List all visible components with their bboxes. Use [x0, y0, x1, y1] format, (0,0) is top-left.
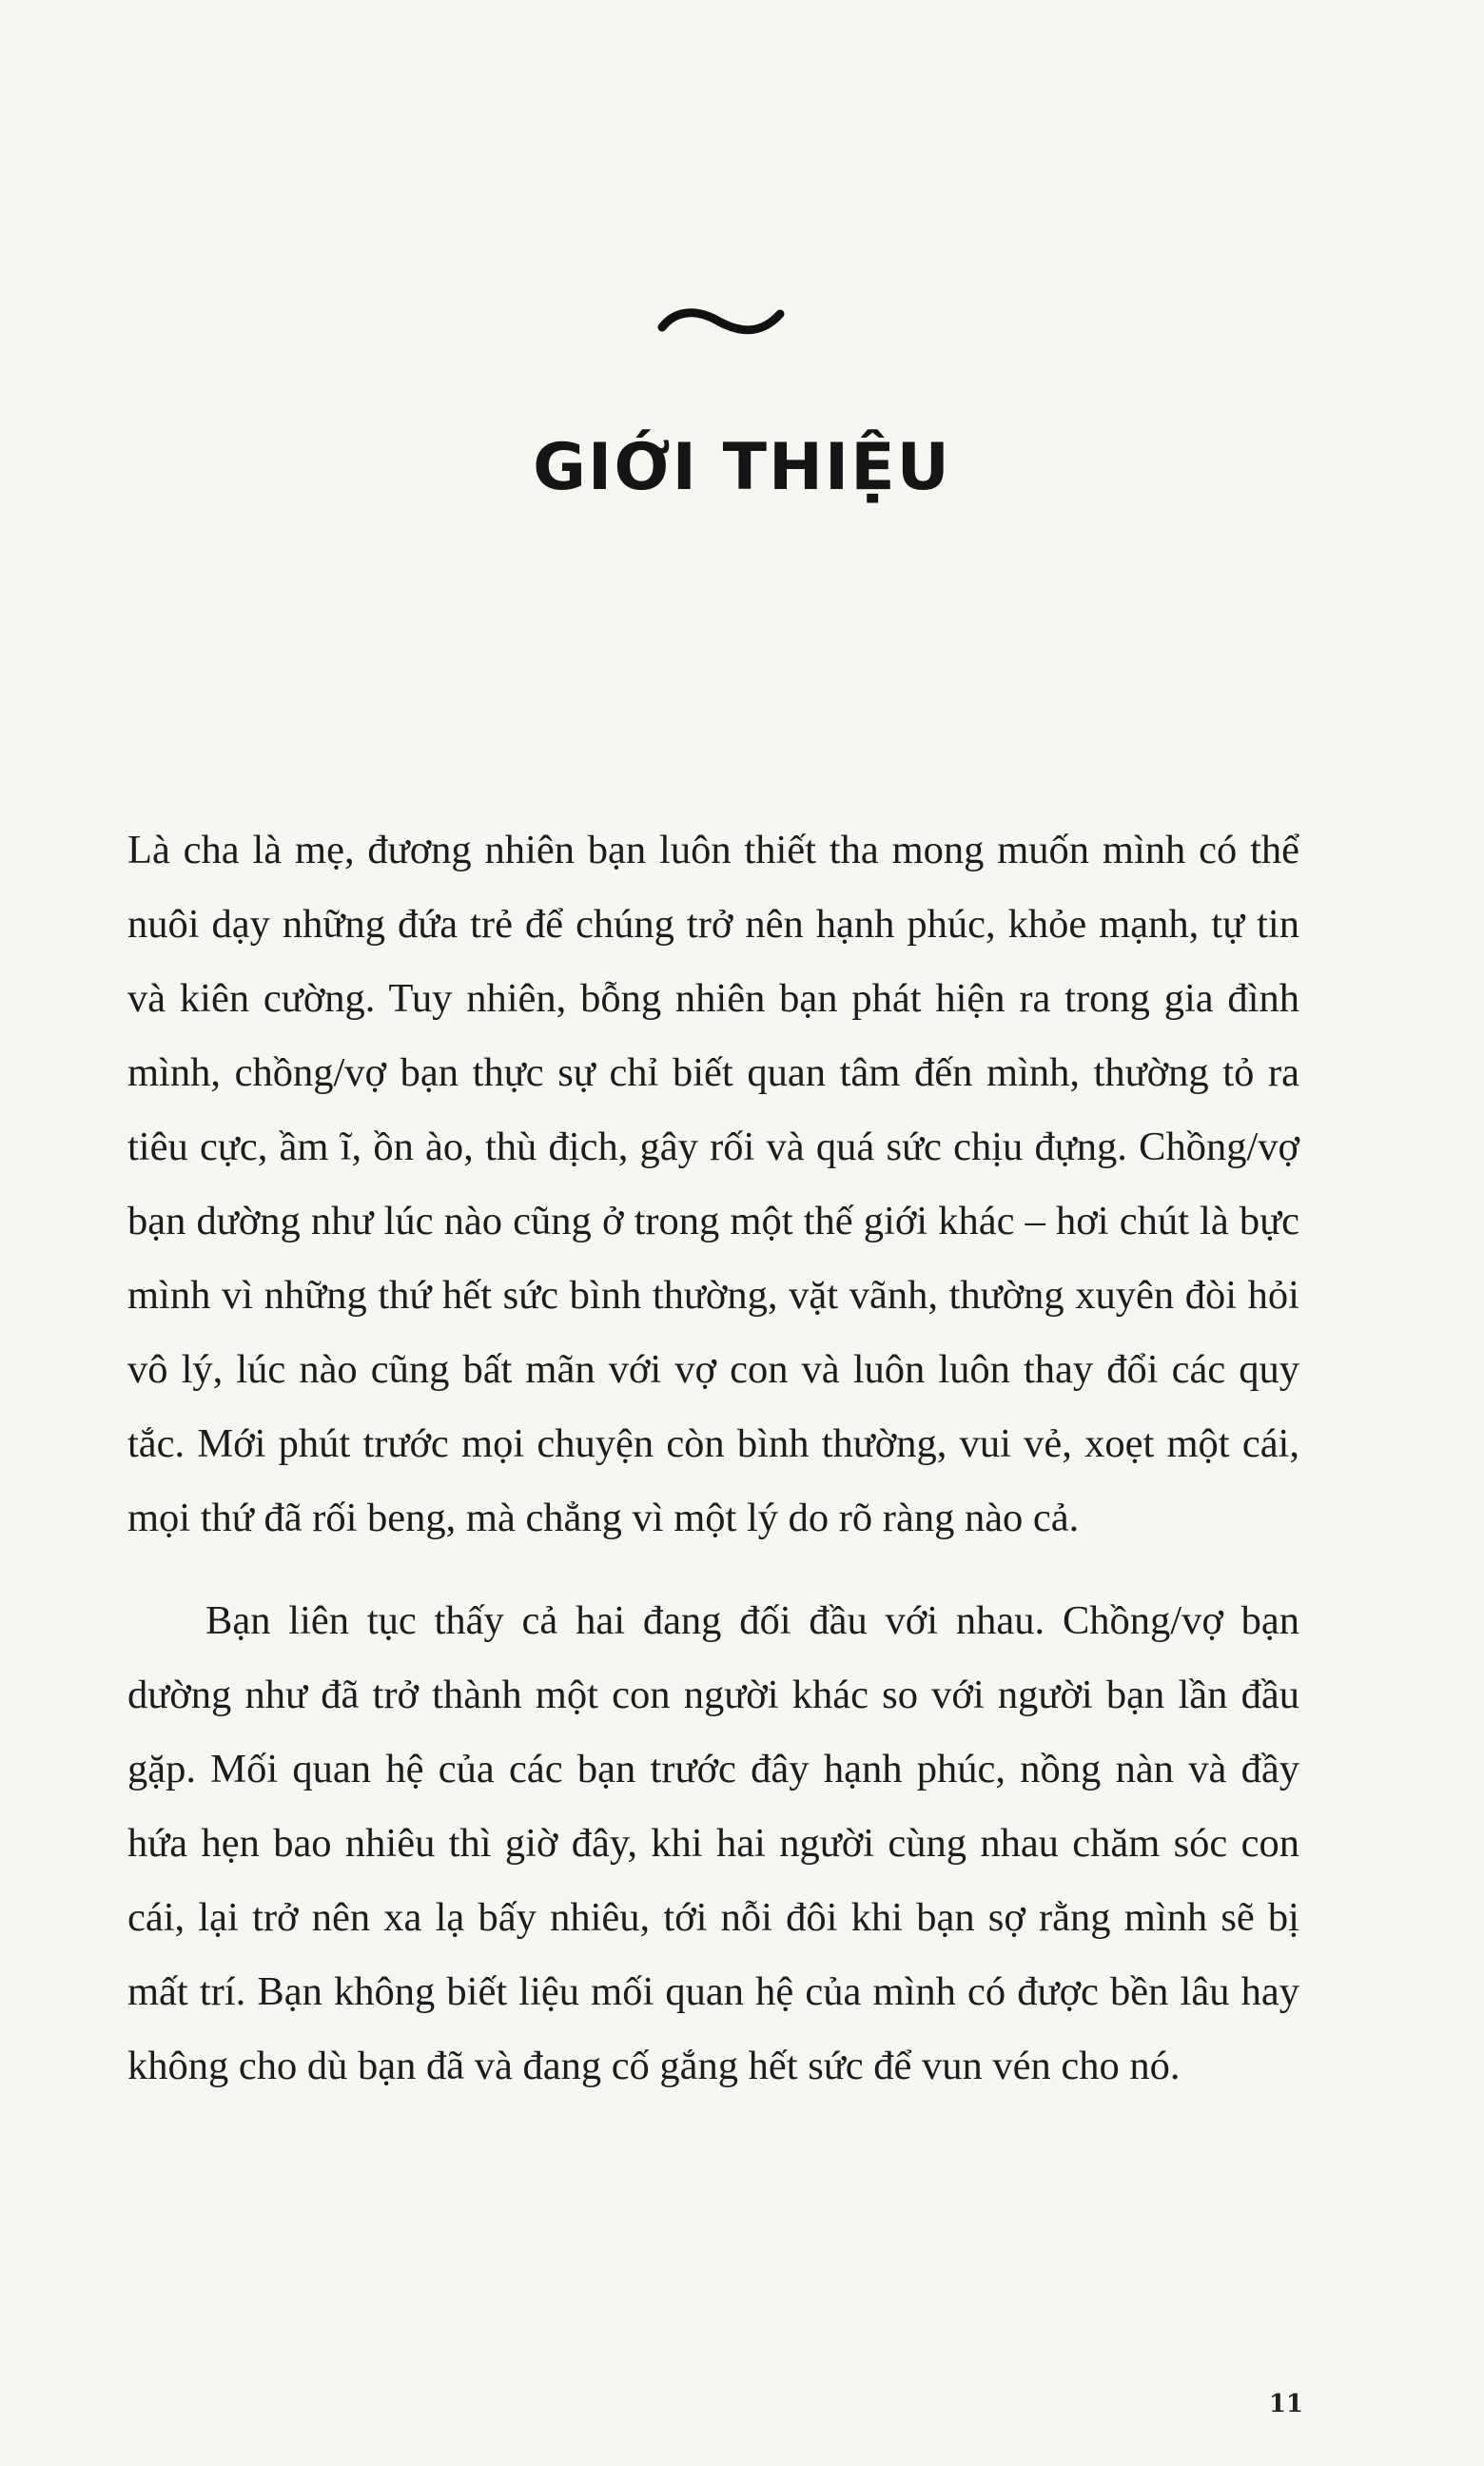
paragraph-1: Là cha là mẹ, đương nhiên bạn luôn thiết tha mong muốn mình có thể nuôi dạy những đứa trẻ để chúng trở nên hạnh phúc, khỏe mạnh, tự tin và kiên cường. Tuy nhiên, bỗng nhiên bạn phát hiện ra trong gia đình mình, chồng/vợ bạn thực sự chỉ biết quan tâm đến mình, thường tỏ ra tiêu cực, ầm ĩ, ồn ào, thù địch, gây rối và quá sức chịu đựng. Chồng/vợ bạn dường như lúc nào cũng ở trong một thế giới khác – hơi chút là bực mình vì những thứ hết sức bình thường, vặt vãnh, thường xuyên đòi hỏi vô lý, lúc nào cũng bất mãn với vợ con và luôn luôn thay đổi các quy tắc. Mới phút trước mọi chuyện còn bình thường, vui vẻ, xoẹt một cái, mọi thứ đã rối beng, mà chẳng vì một lý do rõ ràng nào cả.	[127, 828, 1299, 1540]
page-number: 11	[1268, 2390, 1303, 2418]
paragraph-2: Bạn liên tục thấy cả hai đang đối đầu với nhau. Chồng/vợ bạn dường như đã trở thành một con người khác so với người bạn lần đầu gặp. Mối quan hệ của các bạn trước đây hạnh phúc, nồng nàn và đầy hứa hẹn bao nhiêu thì giờ đây, khi hai người cùng nhau chăm sóc con cái, lại trở nên xa lạ bấy nhiêu, tới nỗi đôi khi bạn sợ rằng mình sẽ bị mất trí. Bạn không biết liệu mối quan hệ của mình có được bền lâu hay không cho dù bạn đã và đang cố gắng hết sức để vun vén cho nó.	[127, 1598, 1299, 2088]
body-text	[127, 813, 1299, 2104]
tilde-swash-ornament-icon	[656, 297, 790, 344]
chapter-title: GIỚI THIỆU	[533, 430, 951, 505]
